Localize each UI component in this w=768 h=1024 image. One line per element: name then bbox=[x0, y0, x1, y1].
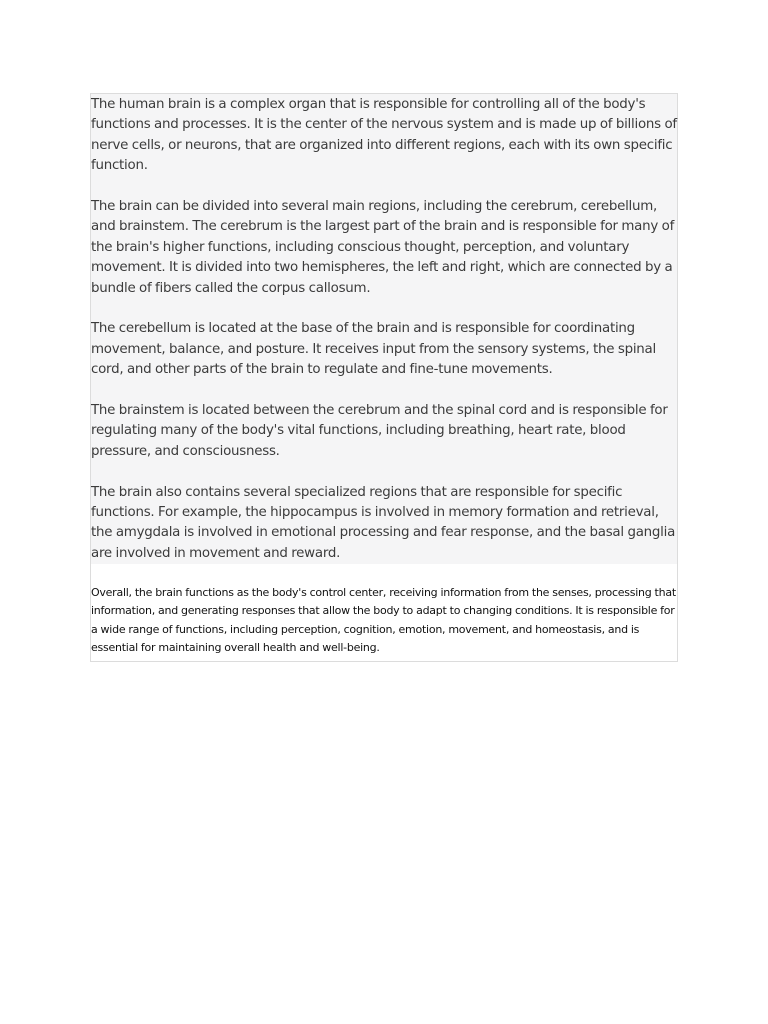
conclusion-block bbox=[91, 564, 677, 661]
paragraph-intro: The human brain is a complex organ that is responsible for controlling all of the body's functions and processes. It is the center of the nervous system and is made up of billions of nerve cells, or neurons, that are organized into different regions, each with its own specific function. bbox=[91, 97, 677, 174]
paragraph-regions: The brain can be divided into several main regions, including the cerebrum, cerebellum, and brainstem. The cerebrum is the largest part of the brain and is responsible for many of the brain's higher functions, including conscious thought, perception, and voluntary movement. It is divided into two hemispheres, the left and right, which are connected by a bundle of fibers called the corpus callosum. bbox=[91, 199, 675, 296]
document-frame bbox=[90, 93, 678, 662]
paragraph-cerebellum: The cerebellum is located at the base of the brain and is responsible for coordinating movement, balance, and posture. It receives input from the sensory systems, the spinal cord, and other parts of the brain to regulate and fine-tune movements. bbox=[91, 321, 656, 378]
paragraph-specialized-regions: The brain also contains several specialized regions that are responsible for specific functions. For example, the hippocampus is involved in memory formation and retrieval, the amygdala is involved in emotional processing and fear response, and the basal ganglia are involved in movement and reward. bbox=[91, 484, 676, 561]
paragraph-conclusion: Overall, the brain functions as the body's control center, receiving information from the senses, processing that information, and generating responses that allow the body to adapt to changing conditions. It is responsible for a wide range of functions, including perception, cognition, emotion, movement, and homeostasis, and is essential for maintaining overall health and well-being. bbox=[91, 586, 676, 654]
paragraph-brainstem: The brainstem is located between the cerebrum and the spinal cord and is responsible for regulating many of the body's vital functions, including breathing, heart rate, blood pressure, and consciousness. bbox=[91, 403, 668, 459]
article-body bbox=[91, 94, 677, 564]
